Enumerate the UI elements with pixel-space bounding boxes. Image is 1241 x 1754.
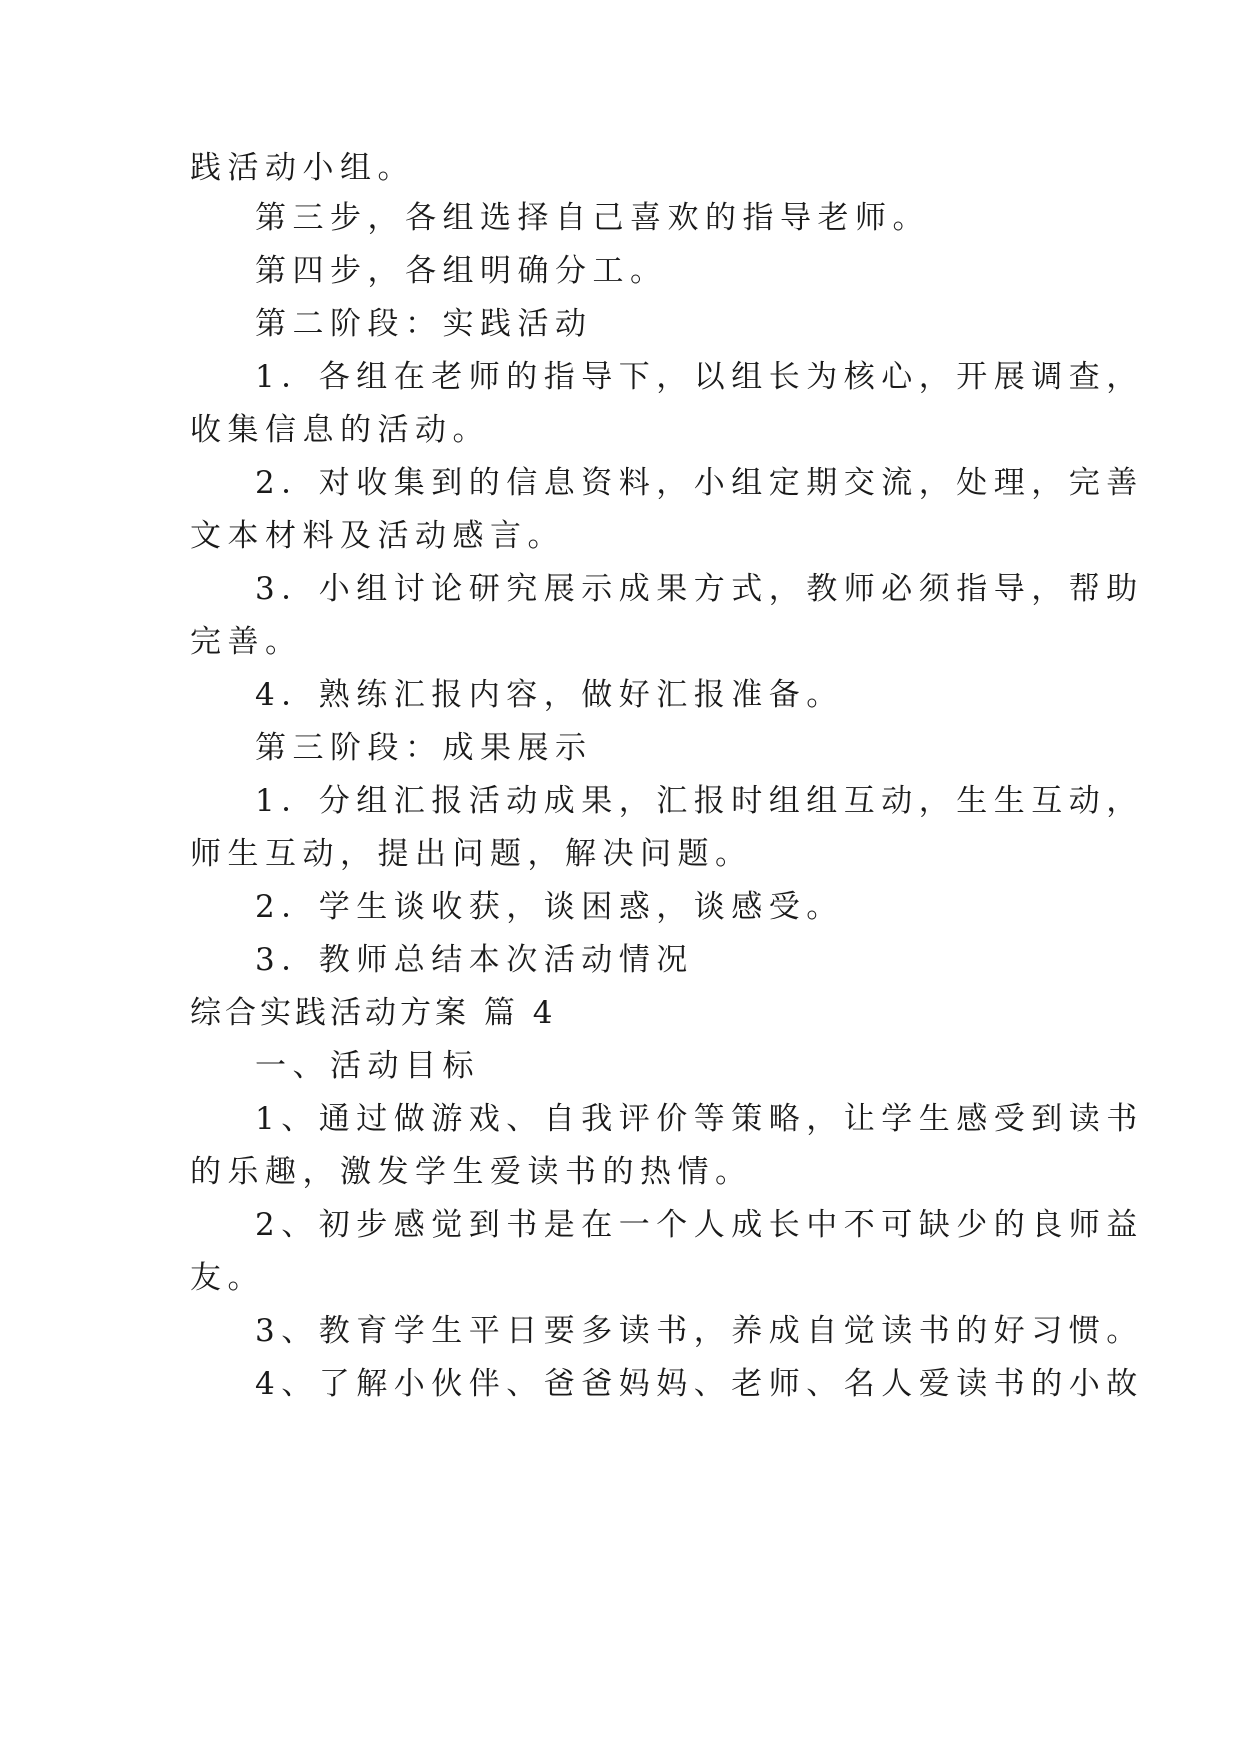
text-line: 3．小组讨论研究展示成果方式，教师必须指导，帮助 — [255, 571, 1144, 607]
section-heading: 一、活动目标 — [255, 1048, 480, 1084]
text-line: 师生互动，提出问题，解决问题。 — [190, 836, 753, 872]
text-line: 4．熟练汇报内容，做好汇报准备。 — [255, 677, 844, 713]
text-line: 第四步，各组明确分工。 — [255, 253, 668, 289]
text-line: 1、通过做游戏、自我评价等策略，让学生感受到读书 — [255, 1101, 1144, 1137]
text-line: 友。 — [190, 1260, 265, 1296]
plan-title: 综合实践活动方案 篇 4 — [190, 995, 557, 1031]
text-line: 4、了解小伙伴、爸爸妈妈、老师、名人爱读书的小故 — [255, 1366, 1144, 1402]
text-line: 3、教育学生平日要多读书，养成自觉读书的好习惯。 — [255, 1313, 1144, 1349]
text-line: 践活动小组。 — [190, 150, 415, 186]
section-heading: 第三阶段：成果展示 — [255, 730, 593, 766]
text-line: 2．对收集到的信息资料，小组定期交流，处理，完善 — [255, 465, 1144, 501]
text-line: 2、初步感觉到书是在一个人成长中不可缺少的良师益 — [255, 1207, 1144, 1243]
text-line: 3．教师总结本次活动情况 — [255, 942, 694, 978]
text-line: 的乐趣，激发学生爱读书的热情。 — [190, 1154, 753, 1190]
text-line: 文本材料及活动感言。 — [190, 518, 565, 554]
text-line: 1．各组在老师的指导下，以组长为核心，开展调查， — [255, 359, 1144, 395]
text-line: 第三步，各组选择自己喜欢的指导老师。 — [255, 200, 930, 236]
text-line: 收集信息的活动。 — [190, 412, 490, 448]
text-line: 2．学生谈收获，谈困惑，谈感受。 — [255, 889, 844, 925]
text-line: 1．分组汇报活动成果，汇报时组组互动，生生互动， — [255, 783, 1144, 819]
text-line: 完善。 — [190, 624, 303, 660]
section-heading: 第二阶段：实践活动 — [255, 306, 593, 342]
